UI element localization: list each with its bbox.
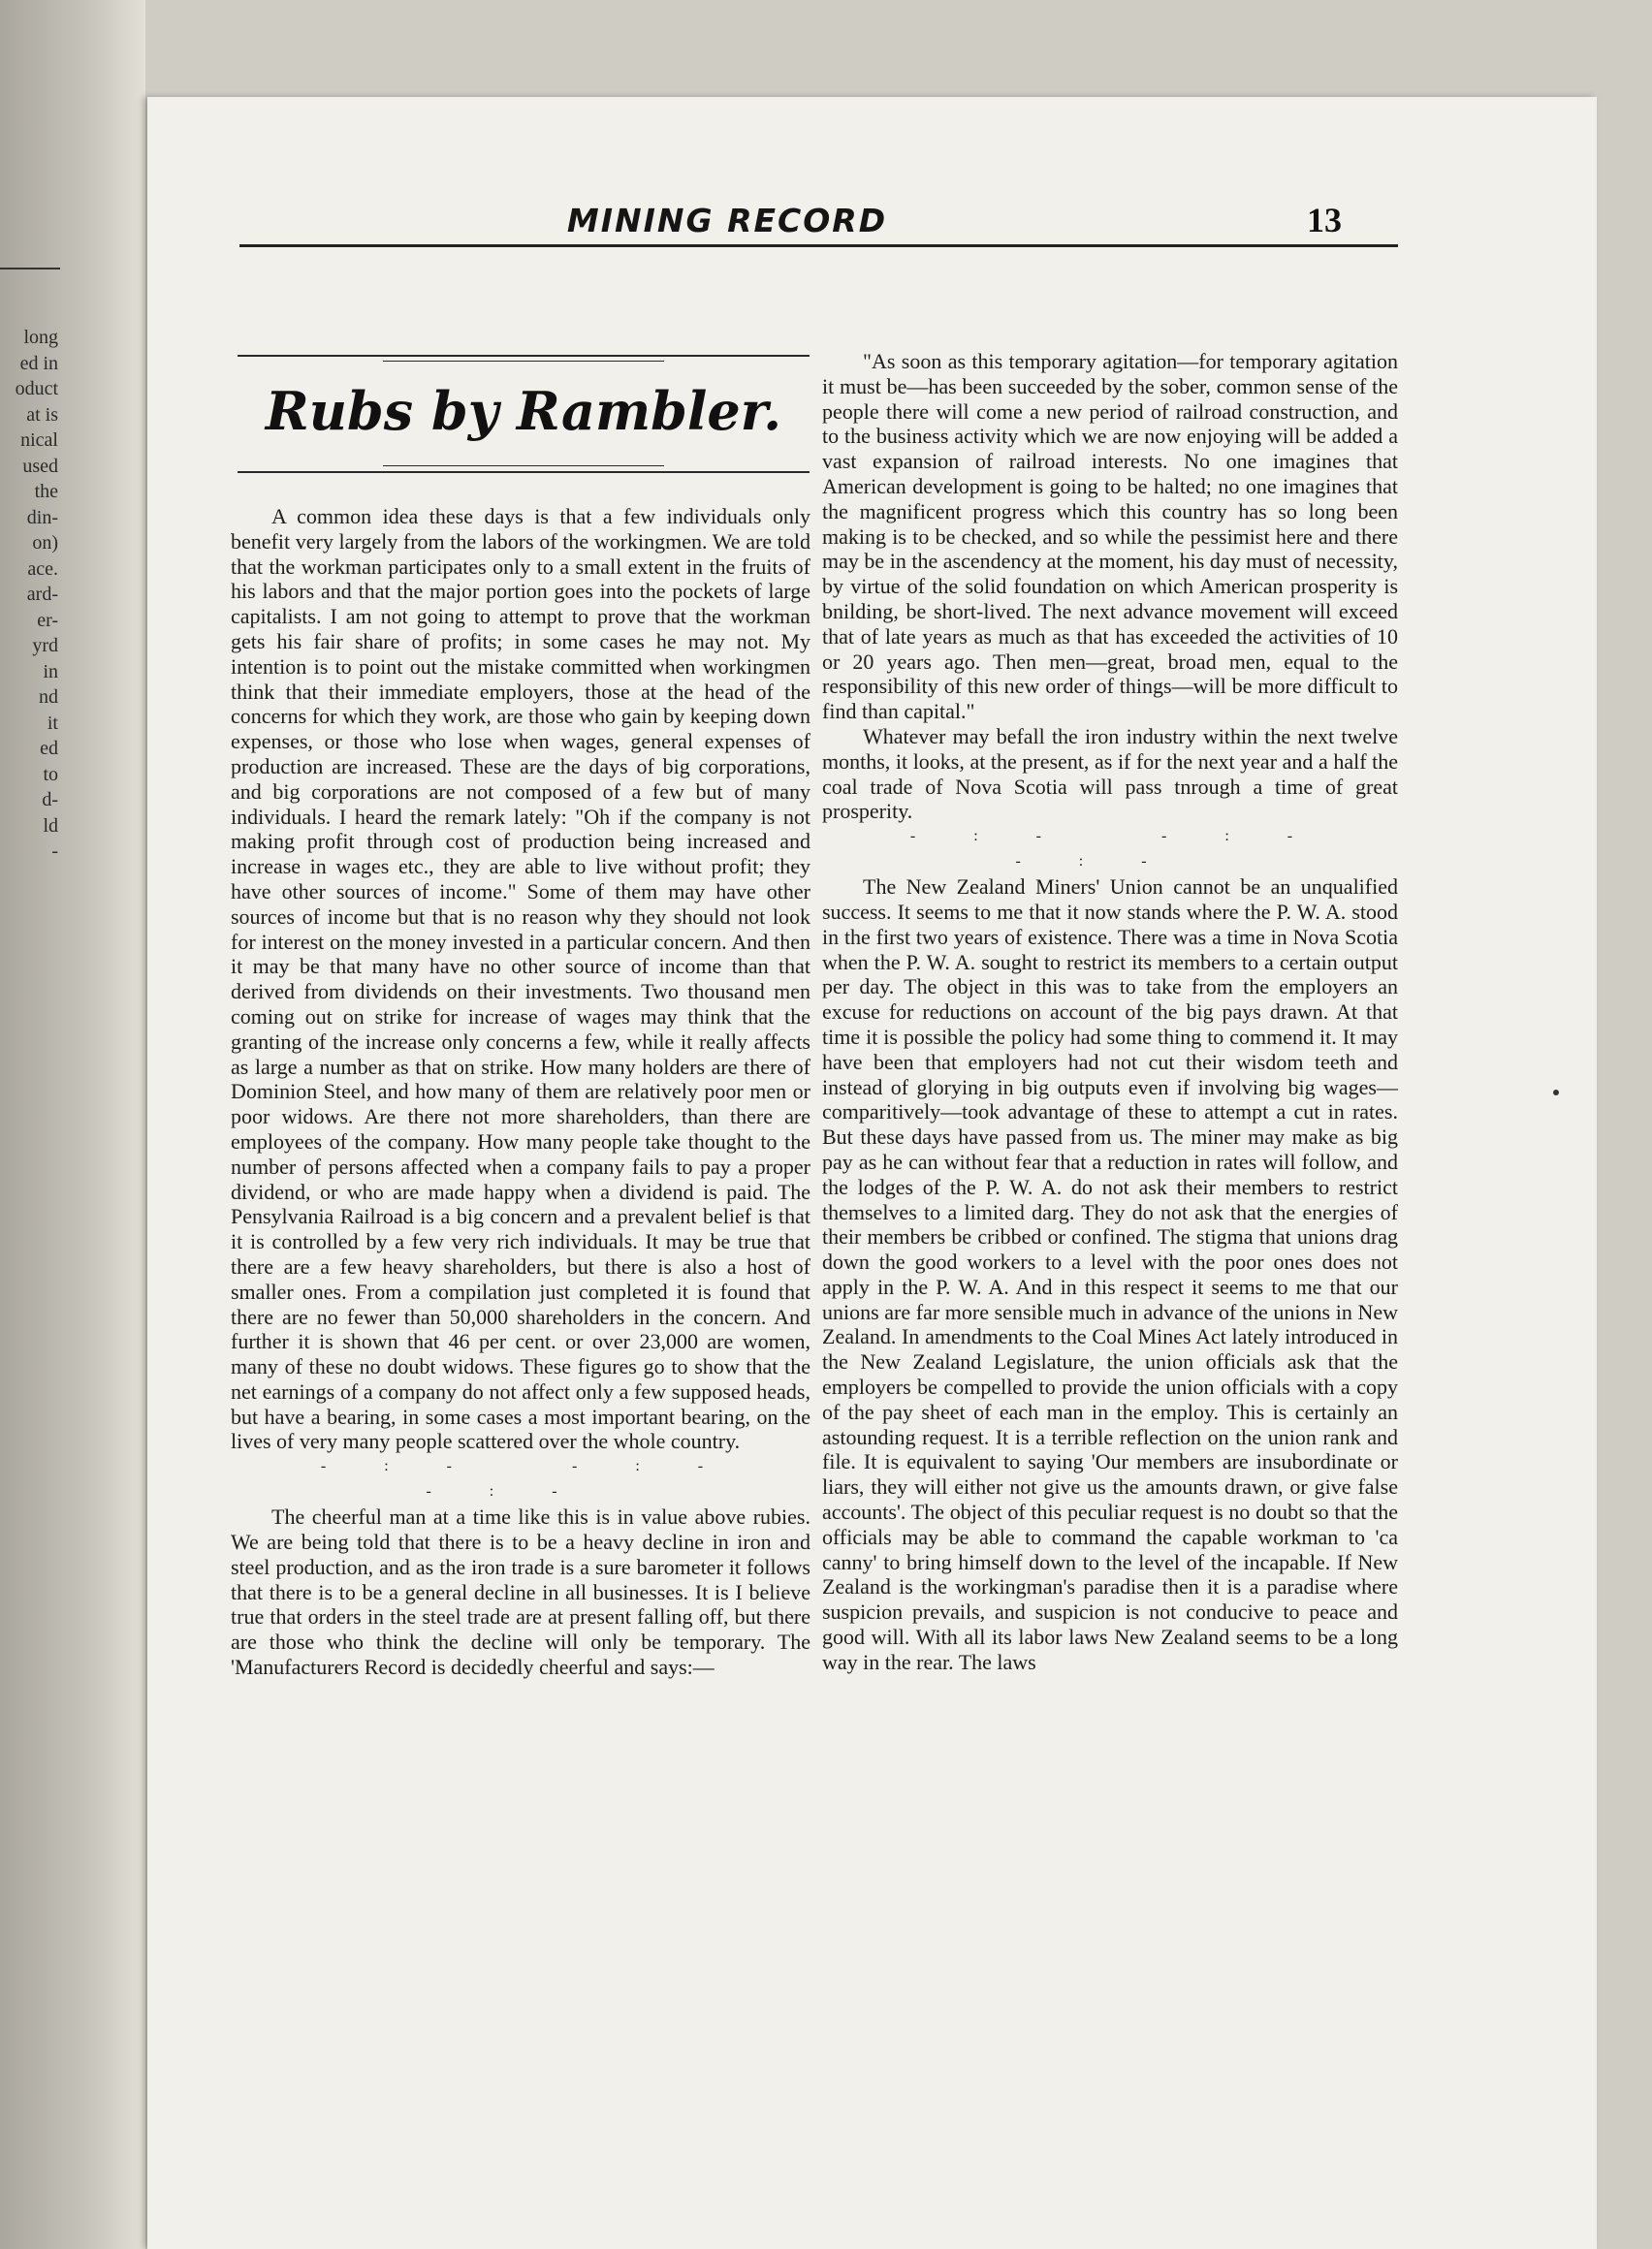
previous-page-fragment: din- bbox=[26, 506, 58, 528]
previous-page-fragment: - bbox=[51, 840, 58, 862]
paragraph-common-idea: A common idea these days is that a few individuals only benefit very largely from the labors of the workingmen. We are told that the workman participates only to a small extent in the fruits of his labors and that the major portion goes into the pockets of large capitalists. I am not going to attempt to prove that the workman gets his fair share of profits; in some cases he may not. My intention is to point out the mistake committed when workingmen think that their immediate employers, those at the head of the concerns for which they work, are those who gain by keeping down expenses, or those who lose when wages, general expenses of production are increased. These are the days of big corporations, and big corporations are not composed of a few but of many individuals. I heard the remark lately: "Oh if the company is not making profit through cost of production being increased and increase in wages etc., they are able to live without profit; they have other sources of income." Some of them may have other sources of income but that is no reason why they should not look for interest on the money invested in a particular concern. And then it may be that many have no other source of income than that derived from dividends on their investments. Two thousand men coming out on strike for increase of wages may think that the granting of the increase only concerns a few, while it really affects as large a number as that on strike. How many holders are there of Dominion Steel, and how many of them are relatively poor men or poor widows. Are there not more shareholders, than there are employees of the company. How many people take thought to the number of persons affected when a company fails to pay a proper dividend, or who are made happy when a dividend is paid. The Pensylvania Railroad is a big concern and a prevalent belief is that it is controlled by a few very rich individuals. It may be true that there are a few heavy shareholders, but there is also a host of smaller ones. From a compilation just completed it is found that there are no fewer than 50,000 shareholders in the concern. And further it is shown that 46 per cent. or over 23,000 are women, many of these no doubt widows. These figures go to show that the net earnings of a company do not affect only a few supposed heads, but have a bearing, in some cases a most important bearing, on the lives of very many people scattered over the whole country. bbox=[231, 504, 810, 1454]
left-column bbox=[231, 504, 810, 1680]
previous-page-fragment: er- bbox=[37, 609, 58, 631]
paragraph-quotation: "As soon as this temporary agitation—for temporary agitation it must be—has been succeeded by the sober, common sense of the people there will come a new period of railroad construction, and to the business activity which we are now enjoying will be added a vast expansion of railroad interests. No one imagines that American development is going to be halted; no one imagines that the magnificent progress which this country has so long been making is to be checked, and so while the pessimist here and there may be in the ascendency at the moment, his day must of necessity, by virtue of the solid foundation on which American prosperity is bnilding, be short-lived. The next advance movement will exceed that of late years as much as that has exceeded the activities of 10 or 20 years ago. Then men—great, broad men, equal to the responsibility of this new order of things—will be more difficult to find than capital." bbox=[822, 349, 1398, 724]
title-rule-top-short bbox=[383, 361, 664, 362]
title-rule-top bbox=[238, 355, 810, 357]
previous-page-fragment: ed bbox=[40, 738, 58, 759]
title-rule-bottom-short bbox=[383, 465, 664, 466]
previous-page-fragment: at is bbox=[26, 403, 58, 426]
running-header-title: MINING RECORD bbox=[566, 202, 888, 239]
previous-page-fragment: to bbox=[43, 763, 58, 785]
ink-speck bbox=[1553, 1090, 1559, 1095]
paragraph-iron-industry: Whatever may befall the iron industry within the next twelve months, it looks, at the present, as if for the next year and a half the coal trade of Nova Scotia will pass tnrough a time of great prosperity. bbox=[822, 723, 1398, 824]
paragraph-new-zealand: The New Zealand Miners' Union cannot be an unqualified success. It seems to me that it now stands where the P. W. A. stood in the first two years of existence. There was a time in Nova Scotia when the P. W. A. sought to restrict its members to a certain output per day. The object in this was to take from the employers an excuse for reductions on account of the big pays drawn. At that time it is possible the policy had some thing to commend it. It may have been that employers had not cut their wisdom teeth and instead of glorying in big outputs even if involving big wages—comparitively—took advantage of these to attempt a cut in rates. But these days have passed from us. The miner may make as big pay as he can without fear that a reduction in rates will follow, and the lodges of the P. W. A. do not ask their members to restrict themselves to a limited darg. They do not ask that the energies of their members be cribbed or confined. The stigma that unions drag down the good workers to a level with the poor ones does not apply in the P. W. A. And in this respect it seems to me that our unions are far more sensible much in advance of the unions in New Zealand. In amendments to the Coal Mines Act lately introduced in the New Zealand Legislature, the union officials ask that the employers be compelled to provide the union officials with a copy of the pay sheet of each man in the employ. This is certainly an astounding request. It is a terrible reflection on the union rank and file. It is equivalent to saying 'Our members are insubordinate or liars, they will either not give us the amounts drawn, or give false accounts'. The object of this peculiar request is no doubt so that the officials may be able to command the capable workman to 'ca canny' to bring himself down to the level of the incapable. If New Zealand is the workingman's paradise then it is a paradise where suspicion prevails, and suspicion is not conducive to peace and good will. With all its labor laws New Zealand seems to be a long way in the rear. The laws bbox=[822, 874, 1398, 1674]
previous-page-fragment: long bbox=[23, 327, 58, 348]
title-rule-bottom bbox=[238, 471, 810, 473]
article-title: Rubs by Rambler. bbox=[265, 380, 782, 442]
header-rule bbox=[239, 244, 1398, 247]
right-column bbox=[822, 349, 1398, 1675]
previous-page-fragment: in bbox=[43, 660, 58, 682]
previous-page-fragment: yrd bbox=[32, 635, 58, 656]
previous-page-fragment: the bbox=[34, 481, 58, 502]
previous-page-fragment: ed in bbox=[19, 352, 58, 374]
paragraph-cheerful-man: The cheerful man at a time like this is in value above rubies. We are being told that there is to be a heavy decline in iron and steel production, and as the iron trade is a sure barometer it follows that there is to be a general decline in all businesses. It is I believe true that orders in the steel trade are at present falling off, but there are those who think the decline will only be temporary. The 'Manufacturers Record is decidedly cheerful and says:— bbox=[231, 1505, 810, 1680]
section-separator: -:- -:- -:- bbox=[909, 828, 1351, 871]
previous-page-fragment: d- bbox=[42, 789, 58, 810]
previous-page-fragment: nd bbox=[39, 686, 58, 708]
previous-page-fragment: nical bbox=[20, 429, 58, 451]
previous-page-fragment: ace. bbox=[27, 557, 58, 580]
previous-page-fragment: it bbox=[47, 712, 58, 734]
previous-page-text bbox=[0, 325, 58, 865]
section-separator: -:- -:- -:- bbox=[320, 1458, 762, 1501]
previous-page-rule bbox=[0, 268, 60, 269]
page-number: 13 bbox=[1307, 201, 1342, 239]
previous-page-fragment: oduct bbox=[15, 378, 58, 399]
previous-page-fragment: ld bbox=[43, 814, 58, 837]
previous-page-fragment: on) bbox=[32, 532, 58, 554]
previous-page-fragment: ard- bbox=[26, 584, 58, 605]
previous-page-fragment: used bbox=[22, 455, 58, 477]
